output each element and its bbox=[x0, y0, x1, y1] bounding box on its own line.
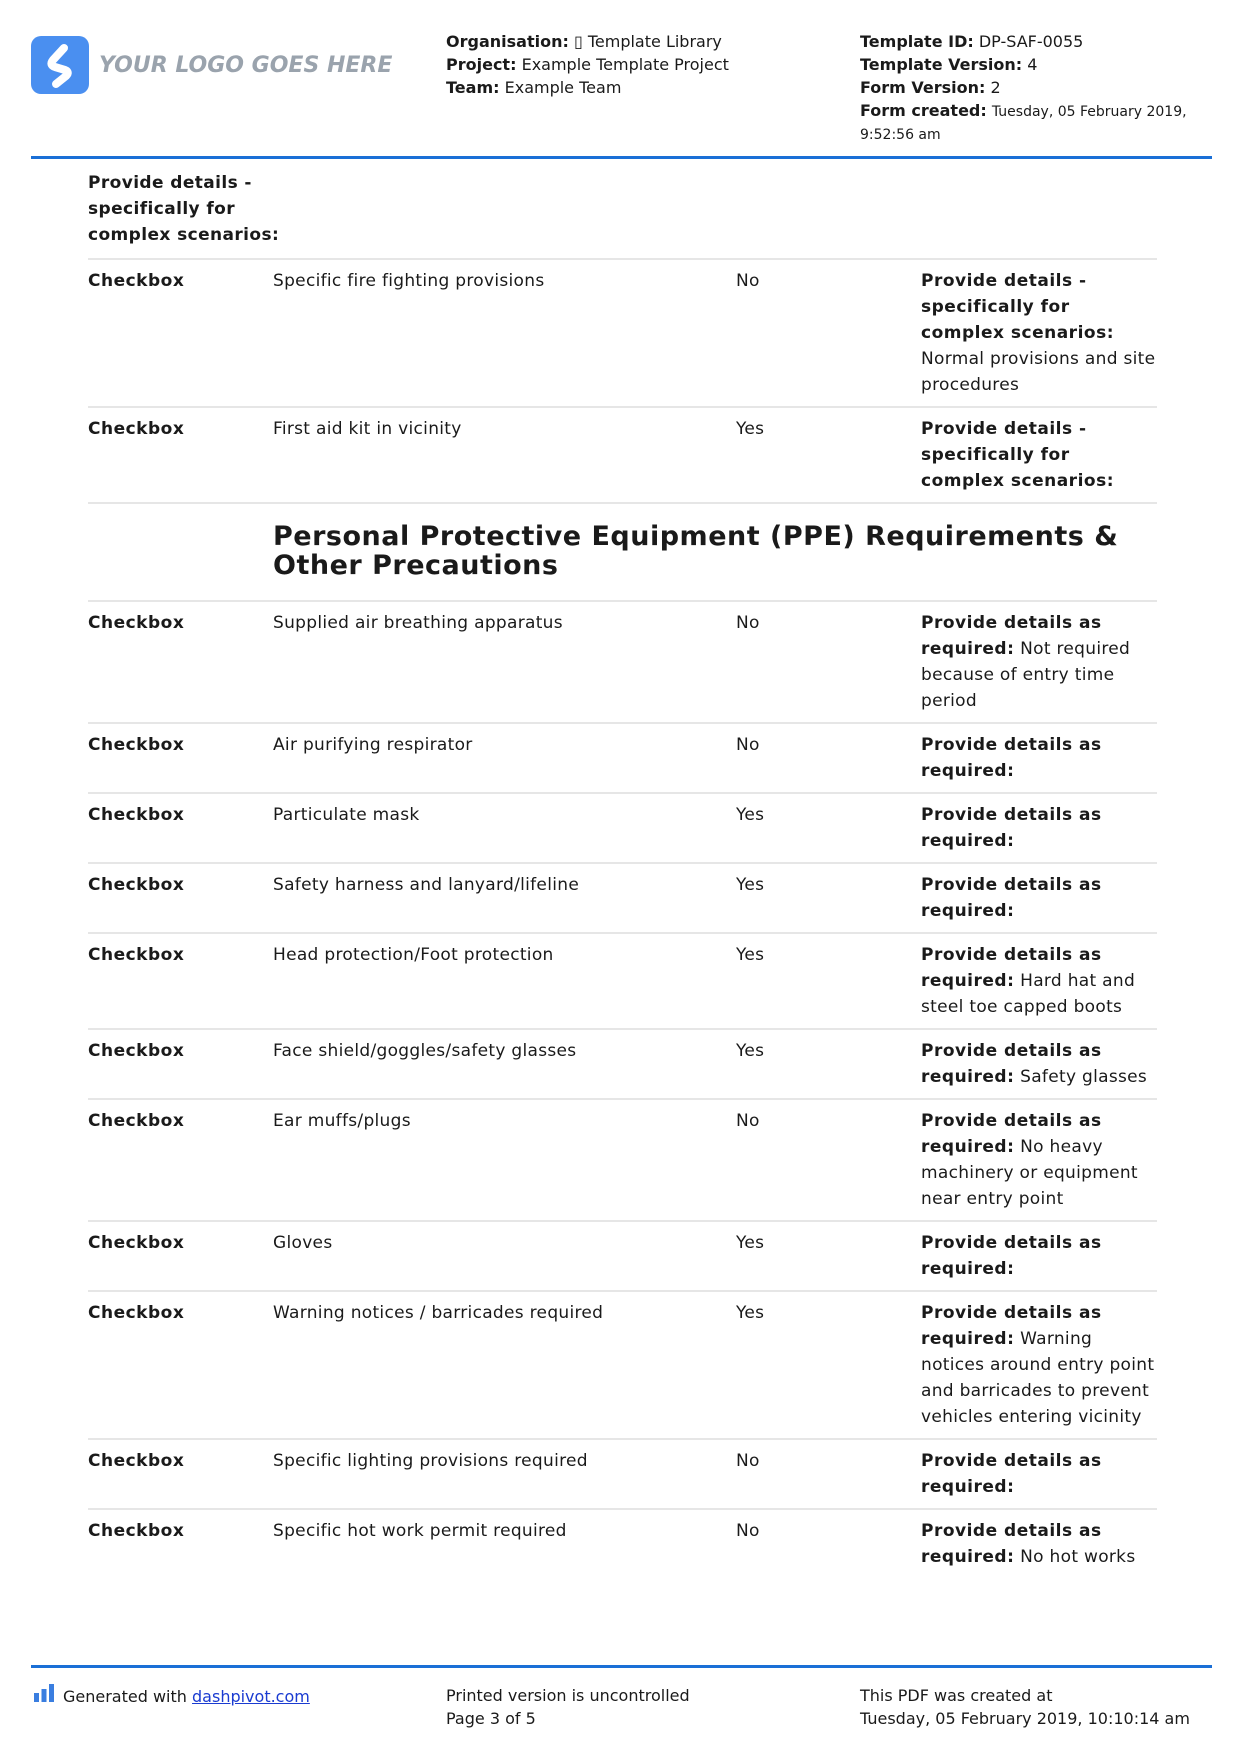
item-label: Gloves bbox=[273, 1233, 333, 1253]
table-row bbox=[88, 1290, 1157, 1438]
table-row bbox=[88, 1220, 1157, 1290]
details-value: Normal provisions and site procedures bbox=[921, 349, 1156, 395]
answer-value: No bbox=[736, 735, 760, 755]
details-value: Safety glasses bbox=[1020, 1067, 1148, 1087]
pdf-created: This PDF was created at Tuesday, 05 February 2019, 10:10:14 am bbox=[860, 1686, 1190, 1728]
item-label: Supplied air breathing apparatus bbox=[273, 613, 563, 633]
details-cell bbox=[921, 872, 1157, 924]
table-row bbox=[88, 932, 1157, 1028]
org-meta bbox=[446, 30, 729, 99]
answer-value: Yes bbox=[736, 945, 765, 965]
table-row bbox=[88, 258, 1157, 406]
field-type: Checkbox bbox=[88, 1233, 185, 1253]
details-label: Provide details as required: bbox=[921, 945, 1102, 991]
details-cell bbox=[921, 1038, 1157, 1090]
details-label: Provide details as required: bbox=[921, 875, 1102, 921]
item-label: Air purifying respirator bbox=[273, 735, 473, 755]
item-label: Head protection/Foot protection bbox=[273, 945, 554, 965]
field-type: Checkbox bbox=[88, 613, 185, 633]
field-type: Checkbox bbox=[88, 1041, 185, 1061]
logo-mark-icon bbox=[31, 36, 89, 94]
details-label: Provide details as required: bbox=[921, 1233, 1102, 1279]
template-version-line: Template Version: 4 bbox=[860, 55, 1038, 74]
field-type: Checkbox bbox=[88, 1451, 185, 1471]
answer-value: Yes bbox=[736, 875, 765, 895]
project-line: Project: Example Template Project bbox=[446, 55, 729, 74]
field-type: Checkbox bbox=[88, 875, 185, 895]
answer-value: No bbox=[736, 1111, 760, 1131]
field-type: Checkbox bbox=[88, 945, 185, 965]
page-number: Page 3 of 5 bbox=[446, 1709, 536, 1728]
team-line: Team: Example Team bbox=[446, 78, 622, 97]
form-created-line: Form created: Tuesday, 05 February 2019, bbox=[860, 101, 1187, 120]
rows-ppe bbox=[88, 600, 1157, 1578]
details-label: Provide details as required: bbox=[921, 1111, 1102, 1157]
details-cell bbox=[921, 1448, 1157, 1500]
header-divider bbox=[31, 156, 1212, 159]
details-label: Provide details as required: bbox=[921, 1521, 1102, 1567]
details-label: Provide details as required: bbox=[921, 1303, 1102, 1349]
footer-divider bbox=[31, 1665, 1212, 1668]
answer-value: Yes bbox=[736, 1303, 765, 1323]
details-cell bbox=[921, 802, 1157, 854]
item-label: Particulate mask bbox=[273, 805, 420, 825]
lead-detail-label: Provide details - specifically for complex scenarios: bbox=[88, 173, 280, 245]
dashpivot-link[interactable]: dashpivot.com bbox=[192, 1686, 310, 1706]
item-label: Specific fire fighting provisions bbox=[273, 271, 545, 291]
details-label: Provide details - specifically for complex scenarios: bbox=[921, 419, 1114, 491]
details-cell bbox=[921, 732, 1157, 784]
details-value: Hard hat and steel toe capped boots bbox=[921, 971, 1136, 1017]
details-label: Provide details as required: bbox=[921, 1041, 1102, 1087]
field-type: Checkbox bbox=[88, 1521, 185, 1541]
details-cell bbox=[921, 268, 1157, 398]
field-type: Checkbox bbox=[88, 805, 185, 825]
form-version-line: Form Version: 2 bbox=[860, 78, 1001, 97]
section-title: Personal Protective Equipment (PPE) Requirements & Other Precautions bbox=[88, 502, 1157, 600]
answer-value: Yes bbox=[736, 805, 765, 825]
answer-value: No bbox=[736, 1451, 760, 1471]
answer-value: No bbox=[736, 271, 760, 291]
page-header bbox=[0, 0, 1239, 160]
item-label: Specific hot work permit required bbox=[273, 1521, 567, 1541]
table-row bbox=[88, 792, 1157, 862]
rows-top bbox=[88, 258, 1157, 502]
details-label: Provide details as required: bbox=[921, 805, 1102, 851]
details-cell bbox=[921, 1300, 1157, 1430]
details-label: Provide details - specifically for complex scenarios: bbox=[921, 271, 1114, 343]
table-row bbox=[88, 1438, 1157, 1508]
table-row bbox=[88, 1508, 1157, 1578]
field-type: Checkbox bbox=[88, 735, 185, 755]
form-created-time: 9:52:56 am bbox=[860, 127, 941, 143]
answer-value: Yes bbox=[736, 1233, 765, 1253]
answer-value: No bbox=[736, 1521, 760, 1541]
details-value: No hot works bbox=[1020, 1547, 1136, 1567]
logo bbox=[31, 36, 392, 94]
answer-value: Yes bbox=[736, 419, 765, 439]
item-label: Safety harness and lanyard/lifeline bbox=[273, 875, 580, 895]
details-value: No heavy machinery or equipment near entry point bbox=[921, 1137, 1138, 1209]
details-label: Provide details as required: bbox=[921, 613, 1102, 659]
item-label: Specific lighting provisions required bbox=[273, 1451, 588, 1471]
table-row bbox=[88, 722, 1157, 792]
details-cell bbox=[921, 1230, 1157, 1282]
form-content bbox=[88, 170, 1157, 1578]
printed-notice: Printed version is uncontrolled Page 3 of 5 bbox=[446, 1686, 690, 1728]
template-meta bbox=[860, 30, 1220, 147]
template-id-line: Template ID: DP-SAF-0055 bbox=[860, 32, 1084, 51]
generated-with: Generated with dashpivot.com bbox=[33, 1684, 310, 1708]
details-cell bbox=[921, 610, 1157, 714]
details-cell bbox=[921, 1108, 1157, 1212]
details-label: Provide details as required: bbox=[921, 735, 1102, 781]
field-type: Checkbox bbox=[88, 1111, 185, 1131]
item-label: Warning notices / barricades required bbox=[273, 1303, 604, 1323]
field-type: Checkbox bbox=[88, 271, 185, 291]
bar-chart-icon bbox=[33, 1684, 55, 1708]
table-row bbox=[88, 1098, 1157, 1220]
field-type: Checkbox bbox=[88, 1303, 185, 1323]
table-row bbox=[88, 1028, 1157, 1098]
details-cell bbox=[921, 1518, 1157, 1570]
table-row bbox=[88, 600, 1157, 722]
table-row bbox=[88, 862, 1157, 932]
details-cell bbox=[921, 416, 1157, 494]
item-label: Face shield/goggles/safety glasses bbox=[273, 1041, 577, 1061]
answer-value: No bbox=[736, 613, 760, 633]
item-label: First aid kit in vicinity bbox=[273, 419, 462, 439]
details-label: Provide details as required: bbox=[921, 1451, 1102, 1497]
details-cell bbox=[921, 942, 1157, 1020]
details-value: Not required because of entry time period bbox=[921, 639, 1131, 711]
details-value: Warning notices around entry point and barricades to prevent vehicles entering vicinity bbox=[921, 1329, 1155, 1427]
logo-text: YOUR LOGO GOES HERE bbox=[99, 52, 393, 78]
organisation-line: Organisation: ▯ Template Library bbox=[446, 32, 722, 51]
field-type: Checkbox bbox=[88, 419, 185, 439]
answer-value: Yes bbox=[736, 1041, 765, 1061]
item-label: Ear muffs/plugs bbox=[273, 1111, 411, 1131]
table-row bbox=[88, 406, 1157, 502]
